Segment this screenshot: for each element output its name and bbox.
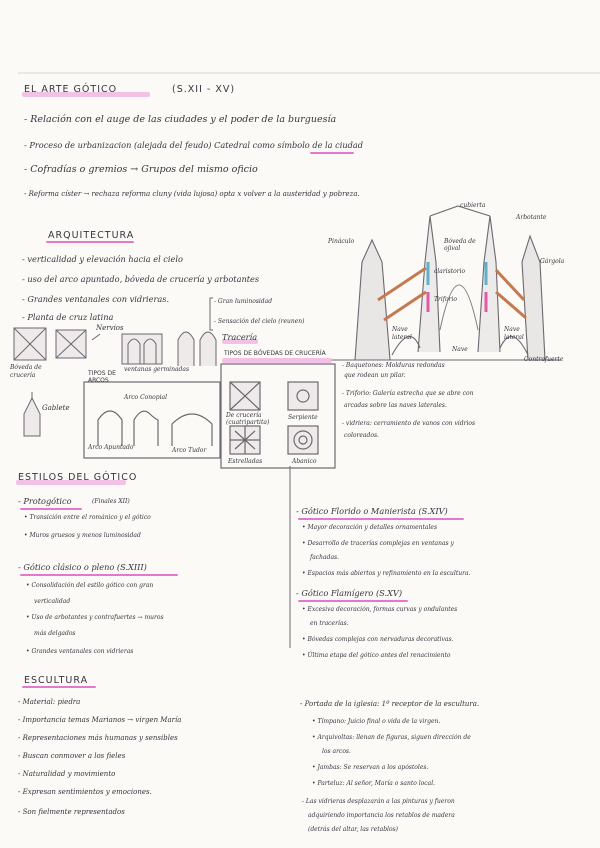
intro-line-2: - Proceso de urbanizacion (alejada del feudo) Catedral como símbolo de la ciudad <box>24 140 363 150</box>
escultura-left-1: - Material: piedra <box>18 698 81 706</box>
diagram-pinaculo: Pináculo <box>328 238 355 245</box>
flamigero-item-2: • Bóvedas complejas con nervaduras decorativas. <box>302 636 454 643</box>
arq-item-4: - Planta de cruz latina <box>22 312 114 322</box>
escultura-left-2: - Importancia temas Marianos → virgen María <box>18 716 182 724</box>
gablete-sketch <box>24 392 40 436</box>
diagram-gargola: Gárgola <box>540 258 565 265</box>
flamigero-item-1b: en tracerías. <box>310 620 349 627</box>
escultura-right-5: • Parteluz: Al señor, María o santo local. <box>312 780 436 787</box>
boveda-abanico-label: Abanico <box>292 458 317 465</box>
escultura-left-3: - Representaciones más humanas y sensibles <box>18 734 178 742</box>
escultura-right-1: - Portada de la iglesia: 1º receptor de la escultura. <box>300 700 480 708</box>
flamigero-title: - Gótico Flamígero (S.XV) <box>296 588 403 598</box>
definition-1b: que rodean un pilar. <box>344 372 406 379</box>
arq-item-3: - Grandes ventanales con vidrieras. <box>22 294 170 304</box>
flamigero-item-1: • Excesiva decoración, formas curvas y ondulantes <box>302 606 458 613</box>
tipos-bovedas-heading: TIPOS DE BÓVEDAS DE CRUCERÍA <box>224 350 326 357</box>
intro-line-4: - Reforma císter → rechaza reforma cluny (vida lujosa) opta x volver a la austeridad y pobreza. <box>24 190 360 198</box>
gablete-label: Gablete <box>42 404 70 412</box>
clasico-item-2: • Uso de arbotantes y contrafuertes → muros <box>26 614 164 621</box>
nervios-label: Nervios <box>96 324 124 332</box>
vidrieras-note-1: - Gran luminosidad <box>214 298 273 305</box>
arquitectura-heading: ARQUITECTURA <box>48 230 135 241</box>
protogotico-title: - Protogótico <box>18 496 72 506</box>
escultura-left-5: - Naturalidad y movimiento <box>18 770 116 778</box>
ventanas-label: ventanas germinadas <box>124 366 190 373</box>
escultura-right-7: adquiriendo importancia los retablos de madera <box>308 812 455 819</box>
definition-2b: arcadas sobre las naves laterales. <box>344 402 447 409</box>
escultura-heading: ESCULTURA <box>24 675 89 686</box>
boveda-serpiente-label: Serpiente <box>288 414 318 421</box>
clasico-item-1b: verticalidad <box>34 598 71 605</box>
nervios-arrow <box>92 334 100 340</box>
arco-tudor-label: Arco Tudor <box>172 447 207 454</box>
definition-3b: coloreados. <box>344 432 379 439</box>
page-title-period: (S.XII - XV) <box>172 84 236 95</box>
definition-3a: - vidriera: cerramiento de vanos con vidrios <box>342 420 476 427</box>
diagram-triforio: Triforio <box>434 296 458 303</box>
escultura-right-3b: los arcos. <box>322 748 351 755</box>
definition-2a: - Triforio: Galería estrecha que se abre con <box>342 390 474 397</box>
florido-item-2: • Desarrollo de tracerías complejas en ventanas y <box>302 540 454 547</box>
florido-title: - Gótico Florido o Manierista (S.XIV) <box>296 506 448 516</box>
boveda-cruceria-label: Bóveda de crucería <box>10 364 42 379</box>
clasico-item-3: • Grandes ventanales con vidrieras <box>26 648 134 655</box>
tipos-arcos-heading: TIPOS DE ARCOS <box>88 370 116 384</box>
clasico-title: - Gótico clásico o pleno (S.XIII) <box>18 562 147 572</box>
escultura-right-8: (detrás del altar, las retablos) <box>308 826 398 833</box>
arco-conopial-label: Arco Conopial <box>124 394 168 401</box>
estilos-heading: ESTILOS DEL GÓTICO <box>18 472 138 483</box>
diagram-cubierta: cubierta <box>460 202 486 209</box>
escultura-left-7: - Son fielmente representados <box>18 808 125 816</box>
protogotico-period: (Finales XII) <box>92 498 130 505</box>
escultura-right-6: - Las vidrieras desplazarán a las pinturas y fueron <box>302 798 455 805</box>
escultura-left-6: - Expresan sentimientos y emociones. <box>18 788 152 796</box>
boveda-estrelladas-label: Estrelladas <box>228 458 263 465</box>
flamigero-item-3: • Última etapa del gótico antes del renacimiento <box>302 652 451 659</box>
diagram-nave: Nave <box>452 346 468 353</box>
protogotico-item-1: • Transición entre el románico y el gótico <box>24 514 151 521</box>
boveda-cuatripartita-label: De crucería (cuatripartita) <box>226 412 270 426</box>
clasico-item-2b: más delgados <box>34 630 76 637</box>
arco-apuntado-label: Arco Apuntado <box>88 444 134 451</box>
diagram-nave-lateral-1: Nave lateral <box>392 326 412 341</box>
florido-item-2b: fachadas. <box>310 554 340 561</box>
definition-1a: - Baquetones: Molduras redondas <box>342 362 445 369</box>
diagram-claristorio: claristorio <box>434 268 466 275</box>
diagram-arbotante: Arbotante <box>516 214 547 221</box>
escultura-left-4: - Buscan conmover a los fieles <box>18 752 126 760</box>
diagram-contrafuerte: Contrafuerte <box>524 356 564 363</box>
florido-item-3: • Espacios más abiertos y refinamiento en la escultura. <box>302 570 471 577</box>
diagram-nave-lateral-2: Nave lateral <box>504 326 524 341</box>
traceria-label: Tracería <box>222 332 258 342</box>
florido-item-1: • Mayor decoración y detalles ornamentales <box>302 524 438 531</box>
protogotico-item-2: • Muros gruesos y menos luminosidad <box>24 532 141 539</box>
vidrieras-note-2: - Sensación del cielo (reunen) <box>214 318 305 325</box>
escultura-right-3: • Arquivoltas: llenan de figuras, siguen dirección de <box>312 734 471 741</box>
arq-item-1: - verticalidad y elevación hacia el cielo <box>22 254 183 264</box>
escultura-right-2: • Tímpano: Juicio final o vida de la virgen. <box>312 718 441 725</box>
intro-line-3: - Cofradías o gremios → Grupos del mismo oficio <box>24 164 258 175</box>
intro-line-1: - Relación con el auge de las ciudades y el poder de la burguesía <box>24 114 337 125</box>
boveda-sketches <box>14 328 216 366</box>
arq-item-2: - uso del arco apuntado, bóveda de crucería y arbotantes <box>22 274 260 284</box>
diagram-boveda-ojival: Bóveda de ojival <box>444 238 476 252</box>
vidrieras-bracket <box>210 298 213 330</box>
page-title: EL ARTE GÓTICO <box>24 84 118 95</box>
escultura-right-4: • Jambas: Se reservan a los apóstoles. <box>312 764 429 771</box>
clasico-item-1: • Consolidación del estilo gótico con gran <box>26 582 154 589</box>
